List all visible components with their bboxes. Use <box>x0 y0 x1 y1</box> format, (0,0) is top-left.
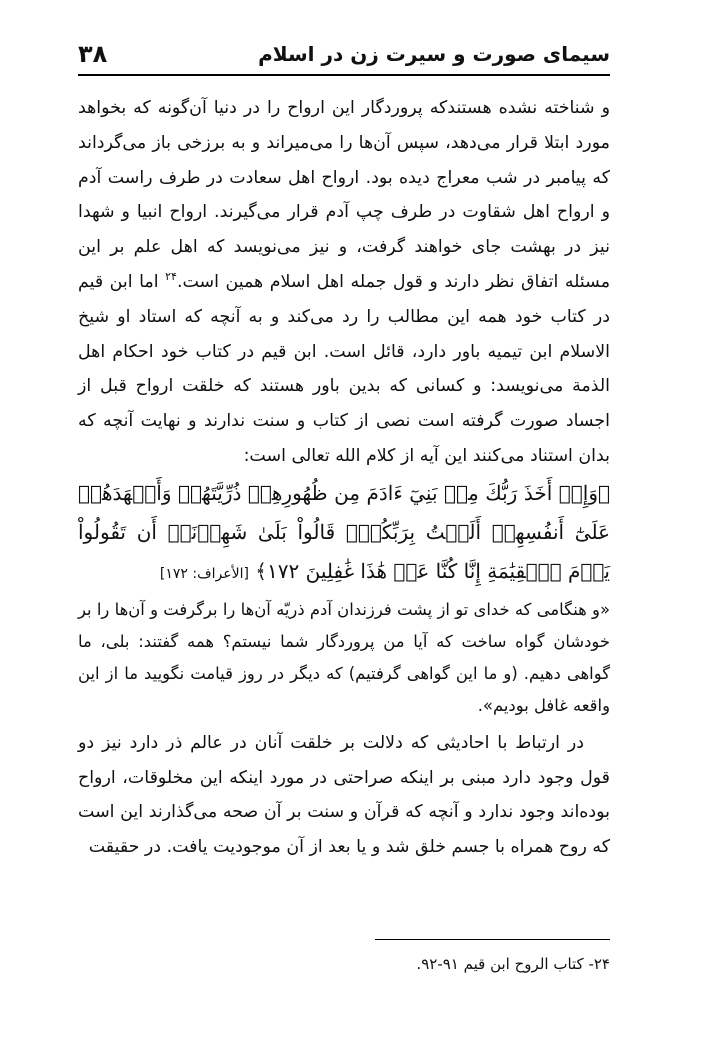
footnote-divider <box>375 939 610 940</box>
verse-translation: «و هنگامی که خدای تو از پشت فرزندان آدم ذریّه آن‌ها را برگرفت و آن‌ها را بر خودشان گواه ساخت که آیا من پروردگار شما نیستم؟ همه گفتند: بلی، ما گواهی دهیم. (و ما این گواهی گرفتیم) که دیگر در روز قیامت نگویید ما از این واقعه غافل بودیم». <box>78 599 610 715</box>
quran-verse <box>78 474 610 594</box>
paragraph-1-text: و شناخته نشده هستندکه پروردگار این ارواح را در دنیا آن‌گونه که بخواهد مورد ابتلا قرار می‌دهد، سپس آن‌ها را می‌میراند و به برزخی باز می‌گرداند که پیامبر در شب معراج دیده بود. ارواح اهل سعادت در طرف راست آدم و ارواح اهل شقاوت در طرف چپ آدم قرار می‌گیرند. ارواح انبیا و شهدا نیز در بهشت جای خواهند گرفت، و نیز می‌نویسد که اهل علم بر این مسئله اتفاق نظر دارند و قول جمله اهل اسلام همین است. <box>78 98 611 292</box>
footnote: ۲۴- کتاب الروح ابن قیم ۹۱-۹۲. <box>416 955 610 973</box>
verse-reference: [الأعراف: ۱۷۲] <box>159 565 249 582</box>
page-number: ۳۸ <box>78 40 108 68</box>
footnote-marker: ۲۴ <box>165 270 177 284</box>
book-title: سیمای صورت و سیرت زن در اسلام <box>258 42 610 66</box>
verse-text: ﴿وَإِذۡ أَخَذَ رَبُّكَ مِنۢ بَنِيٓ ءَادَمَ مِن ظُهُورِهِمۡ ذُرِّيَّتَهُمۡ وَأَشۡهَدَهُمۡ عَلَىٰٓ أَنفُسِهِمۡ أَلَسۡتُ بِرَبِّكُمۡۖ قَالُواْ بَلَىٰ شَهِدۡنَآۚ أَن تَقُولُواْ يَوۡمَ ٱلۡقِيَٰمَةِ إِنَّا كُنَّا عَنۡ هَٰذَا غَٰفِلِينَ ١٧٢﴾ <box>78 480 610 583</box>
body-text <box>78 91 610 865</box>
paragraph-1-continued: اما ابن قیم در کتاب خود همه این مطالب را رد می‌کند و به آنچه که استاد او شیخ الاسلام ابن تیمیه باور دارد، قائل است. ابن قیم در کتاب خود احکام اهل الذمة می‌نویسد: و کسانی که بدین باور هستند که خلقت ارواح قبل از اجساد صورت گرفته است نصی از کتاب و سنت ندارند و نهایت آنچه که بدان استناد می‌کنند این آیه از کلام الله تعالی است: <box>78 271 610 466</box>
paragraph-2: در ارتباط با احادیثی که دلالت بر خلقت آنان در عالم ذر دارد نیز دو قول وجود دارد مبنی بر اینکه صراحتی در مورد اینکه این مخلوقات، ارواح بوده‌اند وجود ندارد و آنچه که قرآن و سنت بر آن صحه می‌گذارند این است که روح همراه با جسم خلق شد و یا بعد از آن موجودیت یافت. در حقیقت <box>78 732 610 858</box>
page-header <box>78 34 610 76</box>
paragraph-1 <box>78 91 610 474</box>
